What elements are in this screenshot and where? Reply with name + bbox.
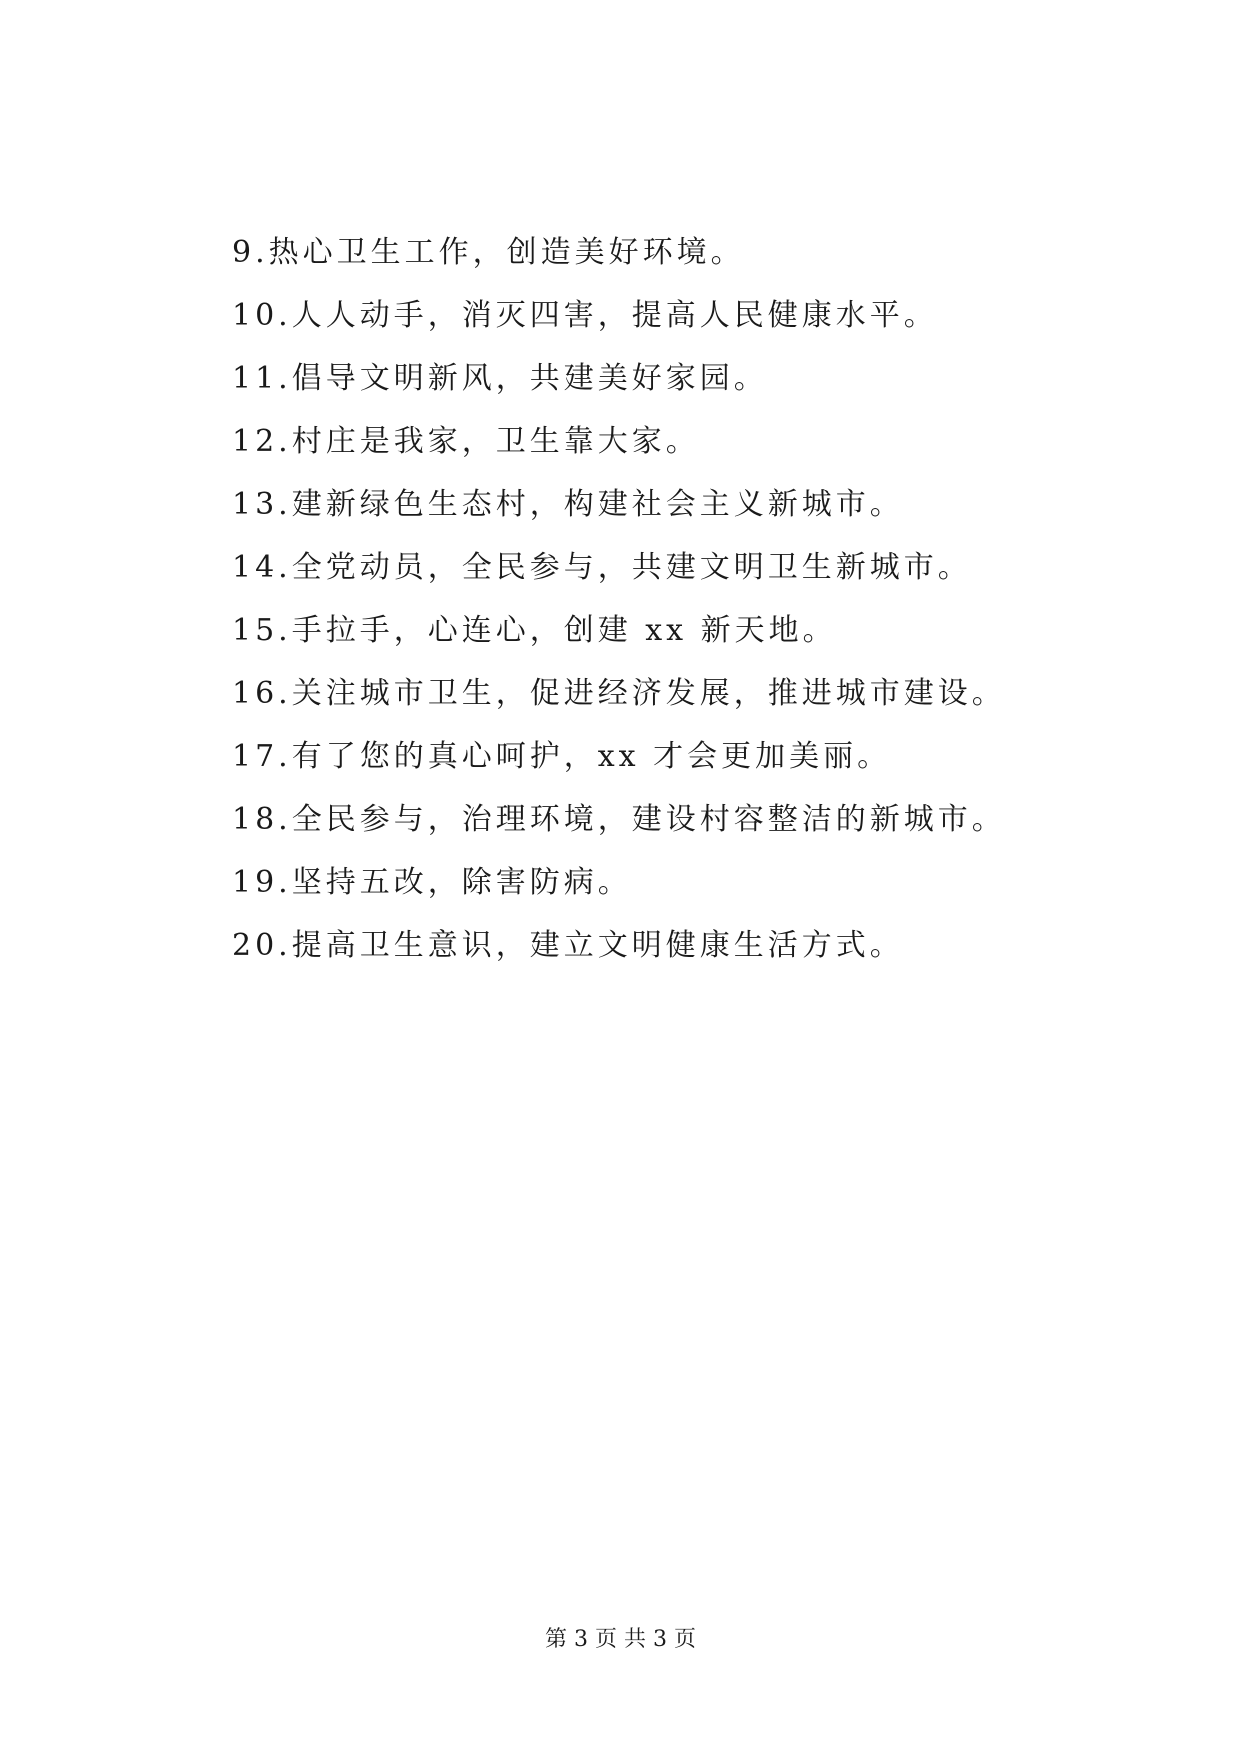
list-item: 13.建新绿色生态村，构建社会主义新城市。	[232, 487, 904, 522]
list-item: 18.全民参与，治理环境，建设村容整洁的新城市。	[232, 802, 1006, 837]
list-item: 20.提高卫生意识，建立文明健康生活方式。	[232, 928, 904, 963]
list-item: 10.人人动手，消灭四害，提高人民健康水平。	[232, 298, 938, 333]
list-item: 16.关注城市卫生，促进经济发展，推进城市建设。	[232, 676, 1006, 711]
list-item: 15.手拉手，心连心，创建 xx 新天地。	[232, 613, 837, 648]
page-footer: 第 3 页 共 3 页	[545, 1627, 696, 1652]
list-item: 12.村庄是我家，卫生靠大家。	[232, 424, 700, 459]
list-item: 14.全党动员，全民参与，共建文明卫生新城市。	[232, 550, 972, 585]
list-item: 17.有了您的真心呵护，xx 才会更加美丽。	[232, 739, 892, 774]
slogan-list	[232, 234, 1032, 990]
list-item: 9.热心卫生工作，创造美好环境。	[232, 235, 745, 270]
list-item: 19.坚持五改，除害防病。	[232, 865, 632, 900]
list-item: 11.倡导文明新风，共建美好家园。	[232, 361, 768, 396]
